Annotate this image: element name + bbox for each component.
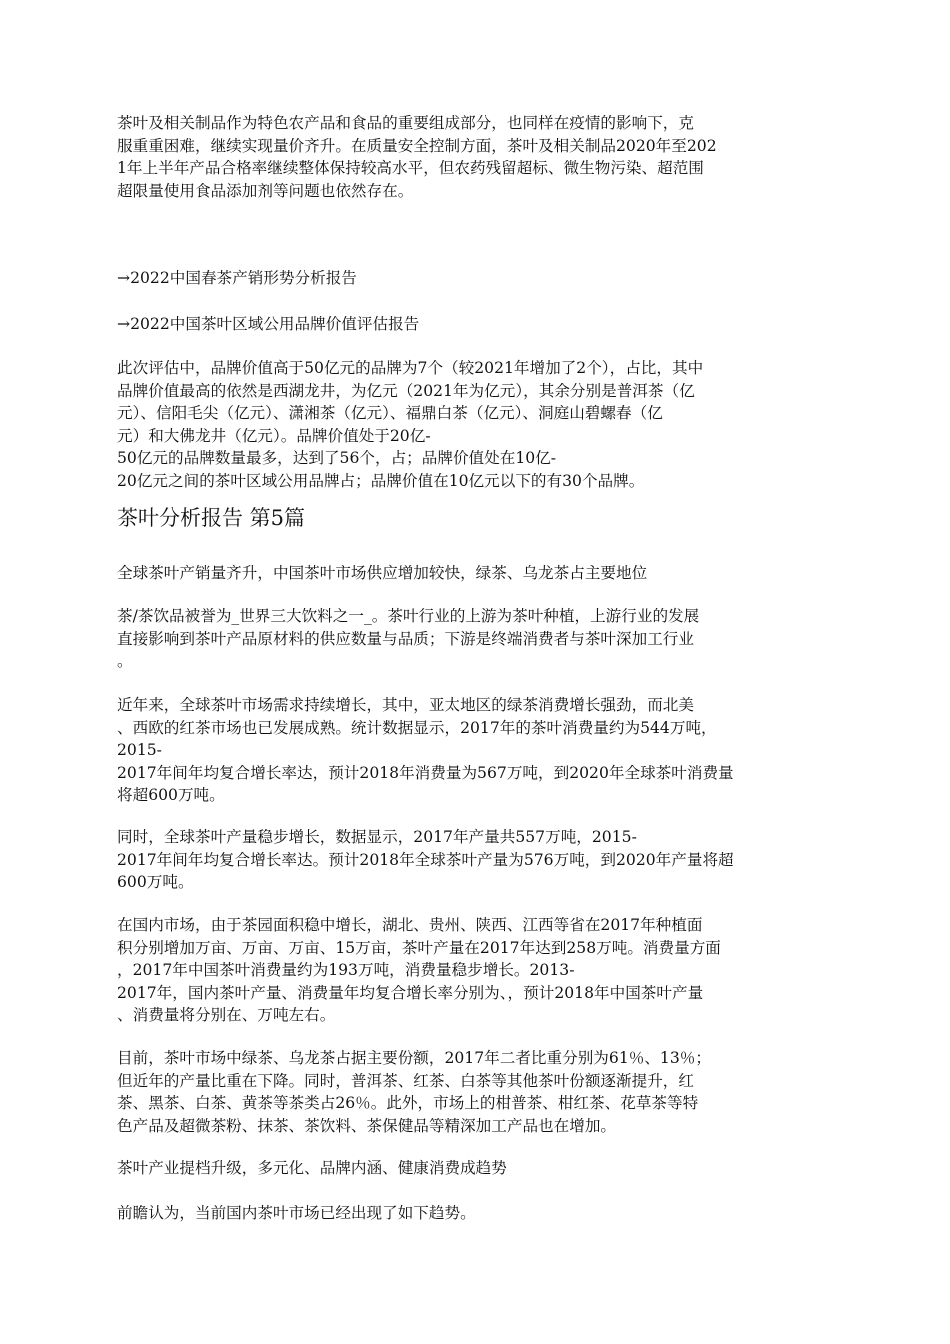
text-line: 直接影响到茶叶产品原材料的供应数量与品质；下游是终端消费者与茶叶深加工行业 [117, 629, 694, 648]
text-line: 2015- [117, 741, 162, 759]
text-line: 、西欧的红茶市场也已发展成熟。统计数据显示，2017年的茶叶消费量约为544万吨， [117, 718, 717, 737]
text-line: 近年来，全球茶叶市场需求持续增长，其中，亚太地区的绿茶消费增长强劲，而北美 [117, 696, 694, 714]
text-line: 但近年的产量比重在下降。同时，普洱茶、红茶、白茶等其他茶叶份额逐渐提升，红 [117, 1071, 694, 1090]
text-line: 服重重困难，继续实现量价齐升。在质量安全控制方面，茶叶及相关制品2020年至202 [117, 136, 717, 155]
paragraph-domestic-market [117, 914, 835, 1027]
text-line: 此次评估中，品牌价值高于50亿元的品牌为7个（较2021年增加了2个），占比，其中 [117, 359, 704, 377]
text-line: 20亿元之间的茶叶区域公用品牌占；品牌价值在10亿元以下的有30个品牌。 [117, 471, 645, 490]
text-line: 。 [117, 652, 133, 670]
text-line: 1年上半年产品合格率继续整体保持较高水平，但农药残留超标、微生物污染、超范围 [117, 159, 704, 177]
paragraph-industry-upgrade [117, 1157, 835, 1180]
intro-paragraph [117, 112, 835, 202]
report-link-spring-tea[interactable]: →2022中国春茶产销形势分析报告 [117, 269, 357, 287]
text-line: 在国内市场，由于茶园面积稳中增长，湖北、贵州、陕西、江西等省在2017年种植面 [117, 916, 703, 934]
section-heading: 茶叶分析报告 第5篇 [117, 506, 306, 530]
paragraph-global-consumption [117, 694, 835, 807]
report-link-brand-value[interactable]: →2022中国茶叶区域公用品牌价值评估报告 [117, 315, 420, 333]
text-line: 600万吨。 [117, 873, 194, 891]
brand-value-paragraph [117, 357, 835, 492]
paragraph-trends-intro [117, 1202, 835, 1225]
paragraph-beverage [117, 605, 835, 673]
text-line: 将超600万吨。 [117, 786, 225, 804]
paragraph-market-share [117, 1047, 835, 1137]
text-line: 元）和大佛龙井（亿元）。品牌价值处于20亿- [117, 426, 431, 445]
text-line: 茶、黑茶、白茶、黄茶等茶类占26％。此外，市场上的柑普茶、柑红茶、花草茶等特 [117, 1094, 699, 1112]
text-line: 2017年间年均复合增长率达。预计2018年全球茶叶产量为576万吨，到2020年产量将超 [117, 850, 734, 869]
text-line: 2017年，国内茶叶产量、消费量年均复合增长率分别为、，预计2018年中国茶叶产量 [117, 983, 704, 1002]
text-line: 全球茶叶产销量齐升，中国茶叶市场供应增加较快，绿茶、乌龙茶占主要地位 [117, 564, 648, 582]
paragraph-global-production [117, 562, 835, 585]
text-line: 50亿元的品牌数量最多，达到了56个，占；品牌价值处在10亿- [117, 449, 557, 467]
text-line: 、消费量将分别在、万吨左右。 [117, 1006, 336, 1024]
text-line: 品牌价值最高的依然是西湖龙井，为亿元（2021年为亿元），其余分别是普洱茶（亿 [117, 381, 695, 400]
text-line: 超限量使用食品添加剂等问题也依然存在。 [117, 181, 414, 200]
text-line: 茶叶产业提档升级，多元化、品牌内涵、健康消费成趋势 [117, 1159, 507, 1177]
text-line: 色产品及超微茶粉、抹茶、茶饮料、茶保健品等精深加工产品也在增加。 [117, 1116, 617, 1135]
text-line: 茶/茶饮品被誉为_世界三大饮料之一_。茶叶行业的上游为茶叶种植，上游行业的发展 [117, 607, 700, 625]
text-line: 元）、信阳毛尖（亿元）、潇湘茶（亿元）、福鼎白茶（亿元）、洞庭山碧螺春（亿 [117, 404, 663, 422]
text-line: 2017年间年均复合增长率达，预计2018年消费量为567万吨，到2020年全球茶叶消费量 [117, 763, 734, 782]
text-line: 同时，全球茶叶产量稳步增长，数据显示，2017年产量共557万吨，2015- [117, 828, 637, 846]
text-line: ，2017年中国茶叶消费量约为193万吨，消费量稳步增长。2013- [117, 961, 575, 979]
paragraph-global-output [117, 826, 835, 894]
text-line: 茶叶及相关制品作为特色农产品和食品的重要组成部分，也同样在疫情的影响下，克 [117, 114, 694, 132]
text-line: 积分别增加万亩、万亩、万亩、15万亩，茶叶产量在2017年达到258万吨。消费量方面 [117, 938, 721, 957]
text-line: 前瞻认为，当前国内茶叶市场已经出现了如下趋势。 [117, 1204, 476, 1222]
text-line: 目前，茶叶市场中绿茶、乌龙茶占据主要份额，2017年二者比重分别为61％、13％； [117, 1049, 711, 1067]
